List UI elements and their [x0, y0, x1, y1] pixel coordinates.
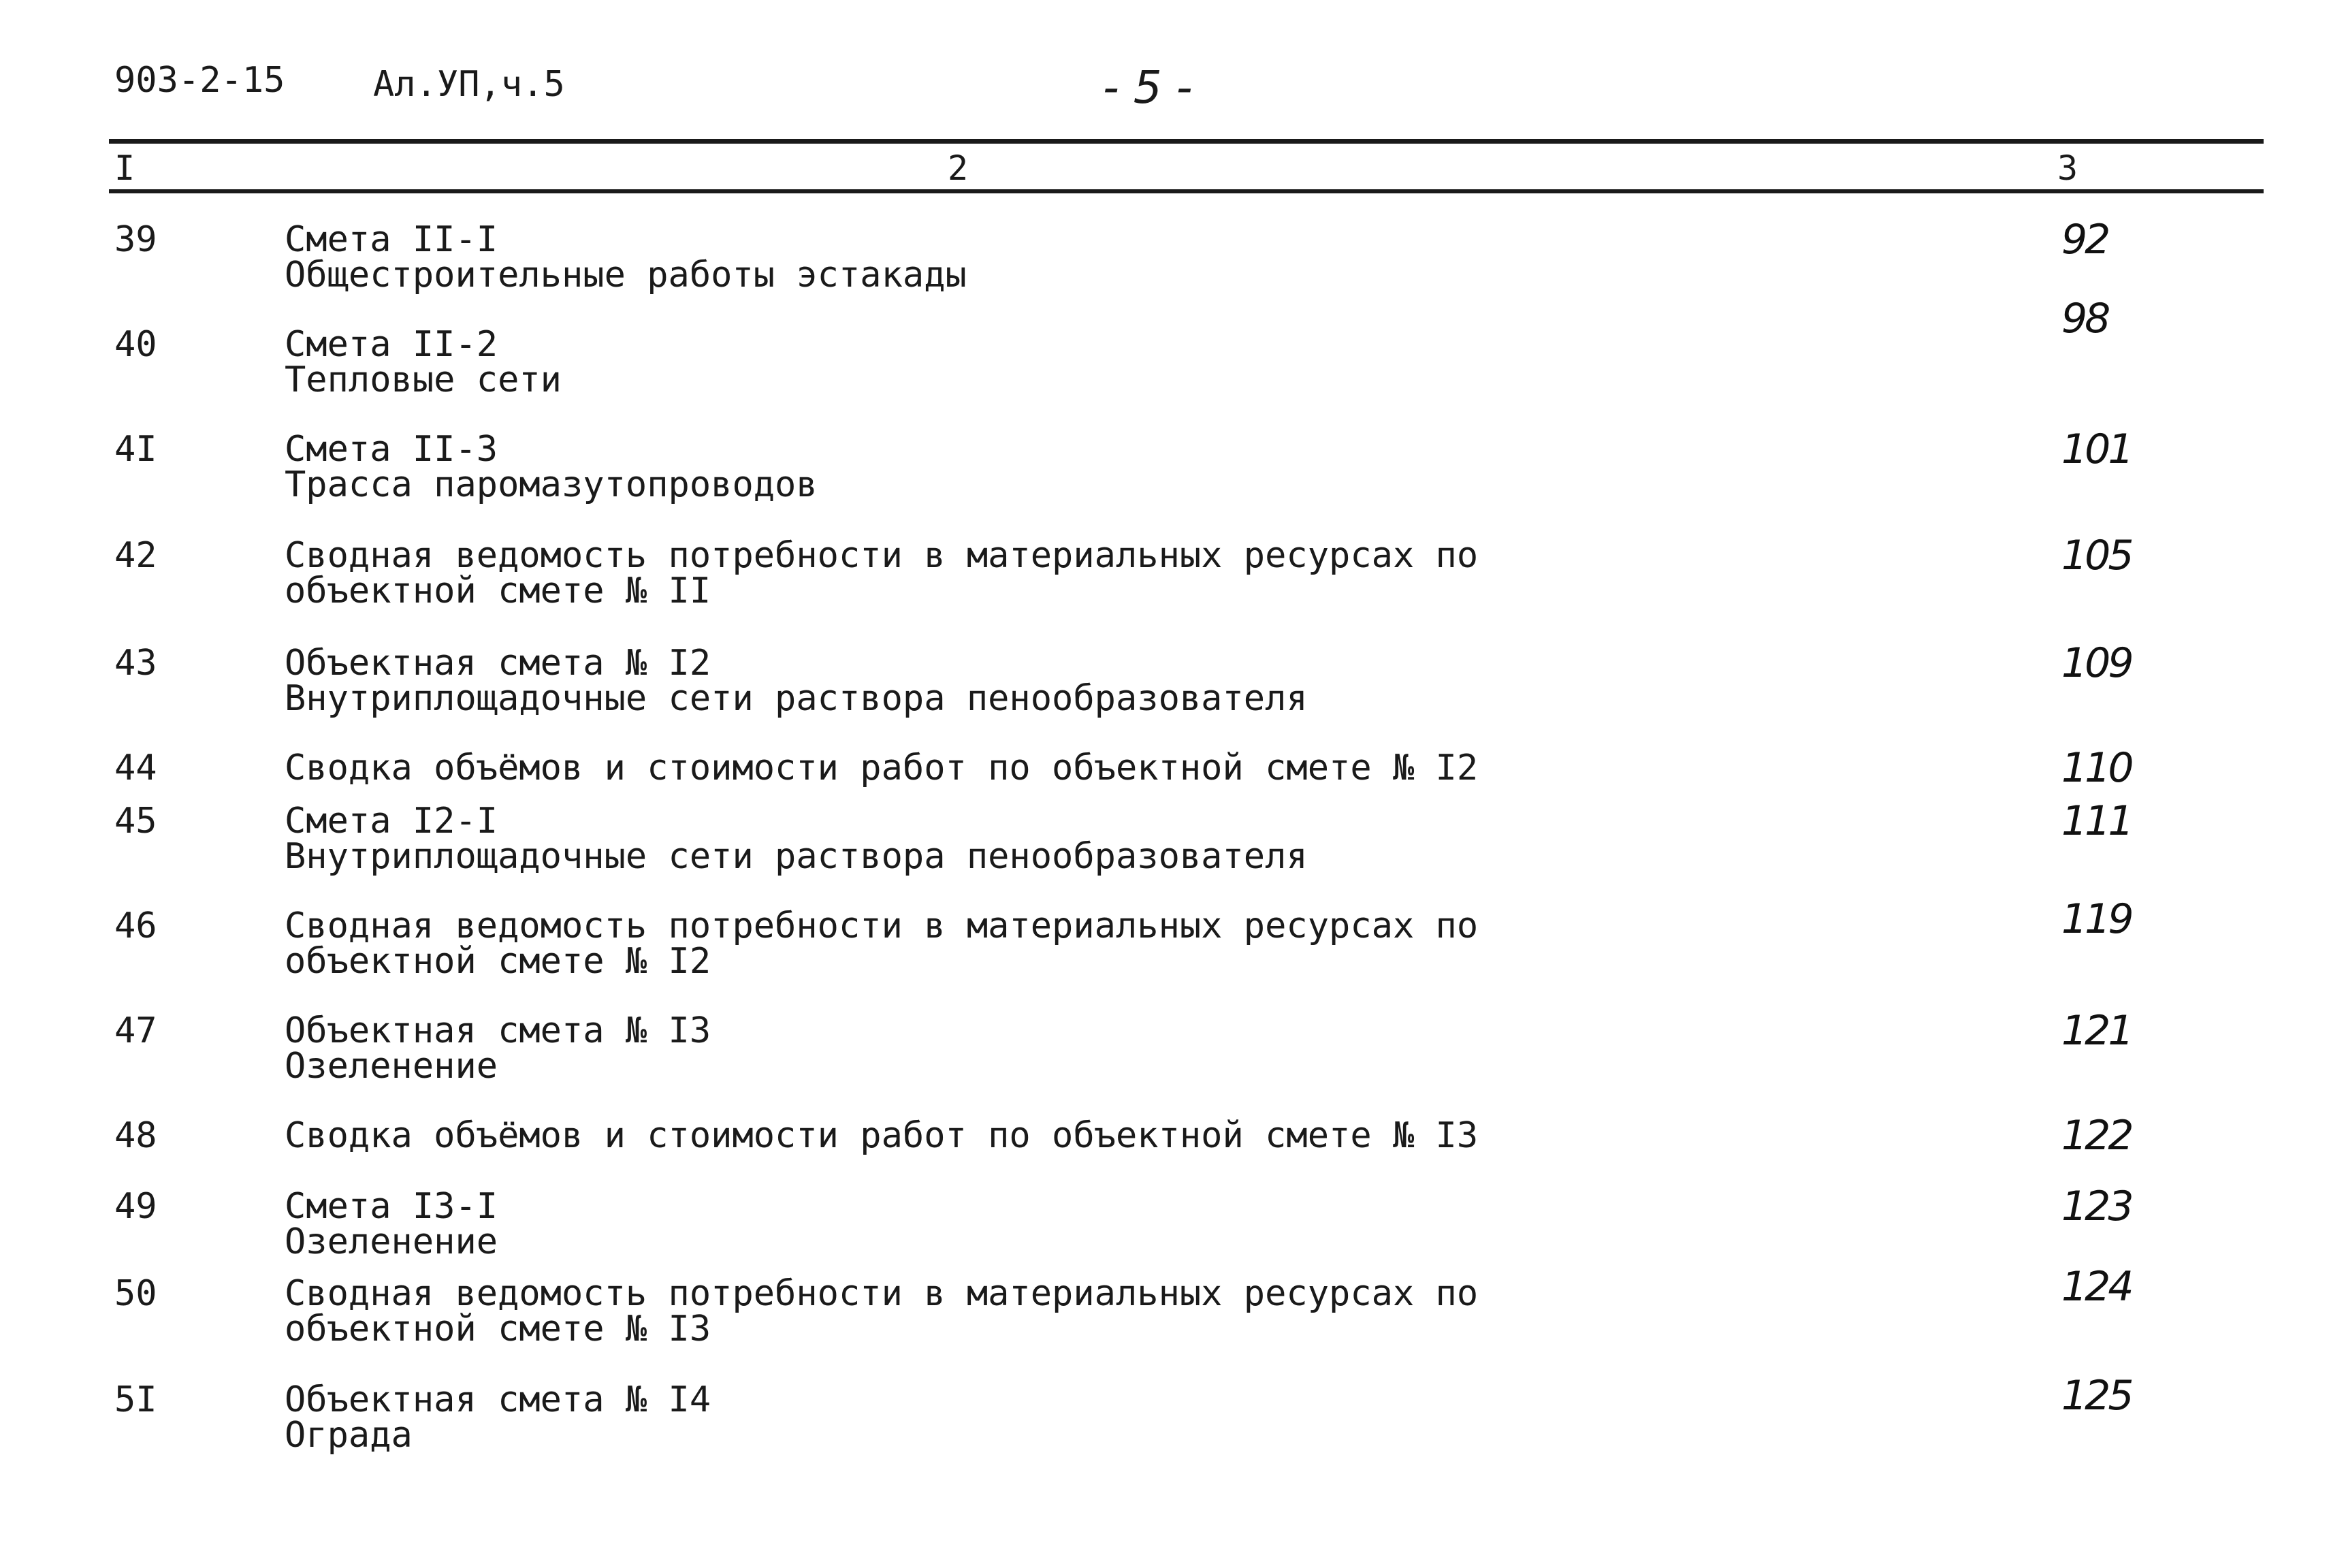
row-title-line: Смета I3-I: [285, 1186, 498, 1227]
row-title-line: Ограда: [285, 1415, 413, 1456]
row-title-line: Внутриплощадочные сети раствора пенообразователя: [285, 836, 1308, 877]
row-title: [285, 801, 1308, 877]
row-page: 101: [2061, 426, 2132, 473]
row-number: 50: [114, 1273, 157, 1314]
row-title: [285, 750, 1478, 786]
row-number: 42: [114, 535, 157, 576]
row-page: 121: [2061, 1007, 2132, 1055]
row-title: [285, 643, 1308, 719]
row-page: 98: [2061, 295, 2108, 342]
row-title-line: Смета I2-I: [285, 801, 498, 842]
row-page: 105: [2061, 532, 2132, 579]
row-title: [285, 429, 818, 505]
row-title-line: Общестроительные работы эстакады: [285, 255, 967, 295]
row-title-line: объектной смете № I3: [285, 1309, 711, 1349]
row-number: 49: [114, 1186, 157, 1227]
row-number: 5I: [114, 1379, 157, 1420]
row-title: [285, 324, 562, 400]
row-title: [285, 906, 1479, 982]
row-title-line: Сводка объёмов и стоимости работ по объектной смете № I3: [285, 1115, 1479, 1156]
row-title-line: объектной смете № I2: [285, 941, 711, 982]
row-page: 109: [2061, 639, 2132, 687]
row-number: 44: [114, 748, 157, 788]
row-number: 4I: [114, 429, 157, 470]
row-title: [285, 1273, 1479, 1349]
row-title-line: Трасса паромазутопроводов: [285, 464, 818, 505]
row-page: 125: [2061, 1372, 2132, 1420]
row-number: 46: [114, 906, 157, 946]
column-header-number: I: [114, 148, 135, 188]
row-title-line: Озеленение: [285, 1046, 498, 1087]
row-number: 40: [114, 324, 157, 365]
row-page: 122: [2061, 1112, 2132, 1159]
row-title-line: объектной смете № II: [285, 571, 711, 611]
row-title-line: Сводная ведомость потребности в материальных ресурсах по: [285, 906, 1479, 946]
row-page: 124: [2061, 1263, 2132, 1311]
row-title-line: Смета II-3: [285, 429, 498, 470]
row-number: 45: [114, 801, 157, 842]
row-title: [285, 219, 967, 295]
row-title-line: Смета II-I: [285, 219, 498, 260]
page-number: - 5 -: [1103, 61, 1193, 114]
row-title-line: Объектная смета № I4: [285, 1379, 711, 1420]
row-page: 92: [2061, 216, 2108, 263]
row-title-line: Сводная ведомость потребности в материальных ресурсах по: [285, 535, 1479, 576]
row-page: 119: [2061, 895, 2132, 943]
row-title: [285, 1186, 498, 1262]
row-title: [285, 1379, 711, 1456]
column-header-page: 3: [2057, 148, 2078, 188]
row-title-line: Объектная смета № I2: [285, 643, 711, 684]
row-number: 39: [114, 219, 157, 260]
row-title: [285, 1010, 711, 1087]
row-title: [285, 535, 1479, 611]
document-code: 903-2-15: [114, 60, 285, 101]
row-title-line: Сводная ведомость потребности в материальных ресурсах по: [285, 1273, 1479, 1314]
row-title-line: Объектная смета № I3: [285, 1010, 711, 1051]
album-reference: Ал.УП,ч.5: [373, 64, 565, 105]
column-header-title: 2: [948, 148, 969, 188]
row-page: 110: [2061, 744, 2132, 792]
row-title-line: Смета II-2: [285, 324, 498, 365]
row-number: 48: [114, 1115, 157, 1156]
row-title: [285, 1115, 1479, 1156]
row-page: 123: [2061, 1183, 2132, 1230]
row-number: 43: [114, 643, 157, 684]
row-title-line: Внутриплощадочные сети раствора пенообразователя: [285, 678, 1308, 719]
table-header-rule: [109, 189, 2264, 193]
row-title-line: Тепловые сети: [285, 359, 562, 400]
table-top-rule: [109, 139, 2264, 144]
row-page: 111: [2061, 797, 2132, 845]
row-title-line: Озеленение: [285, 1221, 498, 1262]
row-number: 47: [114, 1010, 157, 1051]
row-title-line: Сводка объёмов и стоимости работ по объектной смете № I2: [285, 748, 1479, 788]
